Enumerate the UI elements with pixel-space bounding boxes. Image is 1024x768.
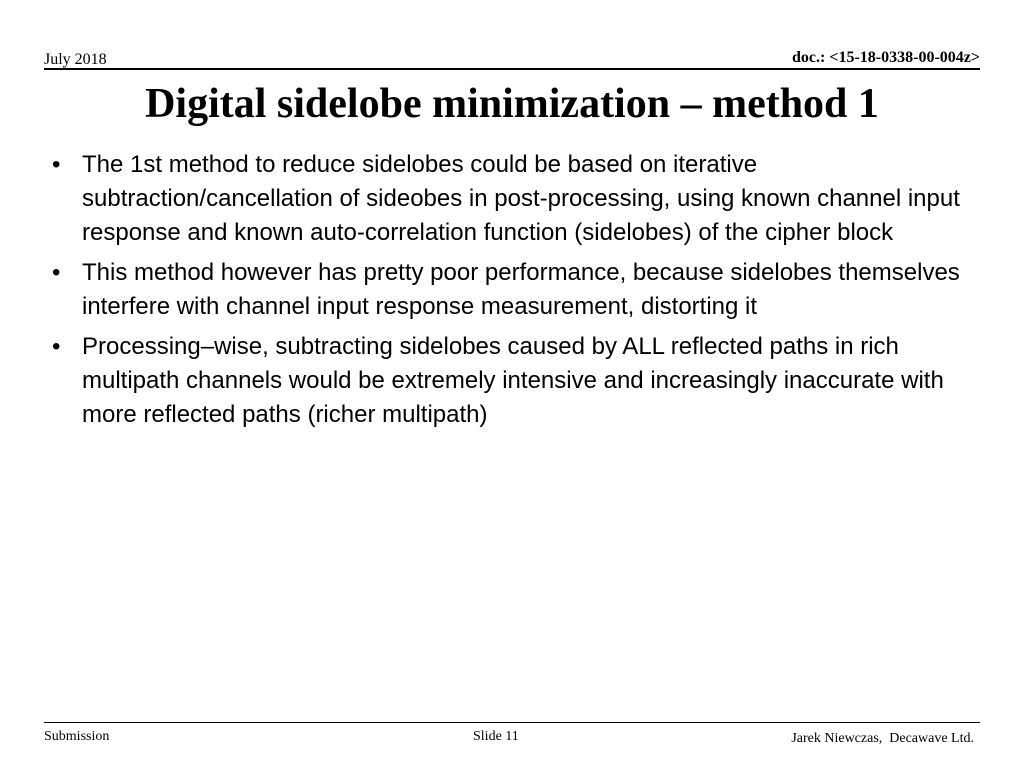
bullet-dot-icon: • <box>52 333 61 360</box>
footer-slide-number: Slide 11 <box>473 729 519 744</box>
footer-rule <box>44 722 980 723</box>
footer-author: Jarek Niewczas, Decawave Ltd. <box>791 731 974 746</box>
bullet-list <box>46 148 996 438</box>
footer-submission: Submission <box>44 729 110 744</box>
bullet-text: Processing–wise, subtracting sidelobes caused by ALL reflected paths in rich multipath channels would be extremely intensive and increasingly inaccurate with more reflected paths (richer multipath) <box>82 333 944 428</box>
header-rule <box>44 68 980 70</box>
bullet-item <box>46 256 996 324</box>
bullet-item <box>46 330 996 432</box>
bullet-text: The 1st method to reduce sidelobes could be based on iterative subtraction/cancellation of sideobes in post-processing, using known channel input response and known auto-correlation function (sidelobes) of the cipher block <box>82 151 960 246</box>
bullet-dot-icon: • <box>52 259 61 286</box>
slide-title: Digital sidelobe minimization – method 1 <box>145 81 879 127</box>
bullet-dot-icon: • <box>52 151 61 178</box>
header-date: July 2018 <box>44 51 107 68</box>
bullet-text: This method however has pretty poor performance, because sidelobes themselves interfere with channel input response measurement, distorting it <box>82 259 960 320</box>
header-doc-id: doc.: <15-18-0338-00-004z> <box>792 49 980 66</box>
bullet-item <box>46 148 996 250</box>
